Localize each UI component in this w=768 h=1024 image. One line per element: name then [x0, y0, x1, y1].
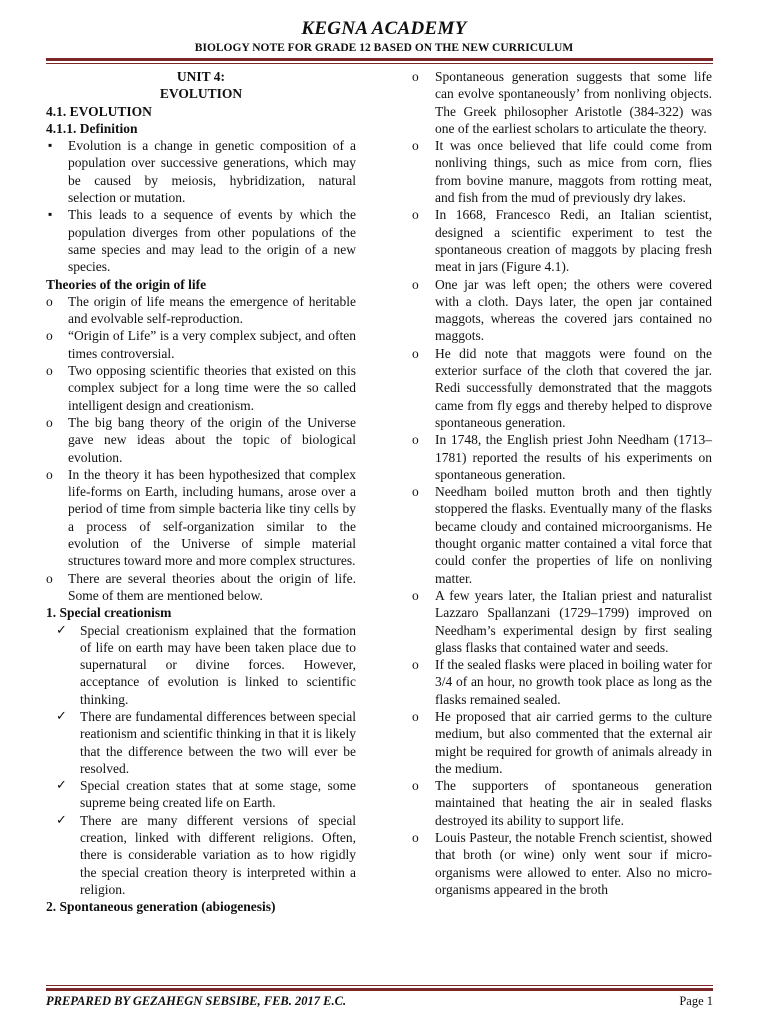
definition-list: [46, 137, 356, 275]
list-item: ▪ This leads to a sequence of events by which the population diverges from other populations of the same species and may lead to the origin of a new species.: [46, 206, 356, 275]
list-item: ▪ Evolution is a change in genetic composition of a population over successive generations, which may be caused by meiosis, hybridization, natural selection or mutation.: [46, 137, 356, 206]
theories-list: [46, 293, 356, 604]
list-item: o Spontaneous generation suggests that some life can evolve spontaneously’ from nonliving objects. The Greek philosopher Aristotle (384-322) was one of the earliest scholars to articulate the theory.: [412, 68, 712, 137]
left-column: [46, 68, 356, 916]
list-item: o In 1748, the English priest John Needham (1713–1781) reported the results of his experiments on spontaneous generation.: [412, 431, 712, 483]
subsection-heading: 4.1.1. Definition: [46, 120, 138, 136]
list-item: o If the sealed flasks were placed in boiling water for 3/4 of an hour, no growth took place as long as the flasks remained sealed.: [412, 656, 712, 708]
note-subtitle: BIOLOGY NOTE FOR GRADE 12 BASED ON THE NEW CURRICULUM: [194, 42, 574, 54]
list-item: o “Origin of Life” is a very complex subject, and often times controversial.: [46, 327, 356, 362]
list-item: ✓ Special creation states that at some stage, some supreme being created life on Earth.: [46, 777, 356, 812]
list-item: o A few years later, the Italian priest and naturalist Lazzaro Spallanzani (1729–1799) improved on Needham’s experimental design by first sealing glass flasks that contained water and seeds.: [412, 587, 712, 656]
unit-heading: UNIT 4:: [176, 69, 226, 84]
list-item: o He did note that maggots were found on the exterior surface of the cloth that covered the jar. Redi successfully demonstrated that the maggots came from fly eggs and thereby helped to disprove spontaneous generation.: [412, 345, 712, 431]
list-item: o The supporters of spontaneous generation maintained that heating the air in sealed flasks destroyed its ability to support life.: [412, 777, 712, 829]
footer-rule-thin: [46, 985, 713, 986]
theories-heading: Theories of the origin of life: [46, 276, 207, 292]
list-item: ✓ There are fundamental differences between special reationism and scientific thinking in that it is likely that the difference between the two will ever be resolved.: [46, 708, 356, 777]
special-creationism-heading: 1. Special creationism: [46, 605, 172, 621]
prepared-by-text: PREPARED BY GEZAHEGN SEBSIBE, FEB. 2017 E.C.: [46, 994, 347, 1008]
footer-rule-thick: [46, 988, 713, 991]
academy-title: KEGNA ACADEMY: [301, 18, 467, 39]
list-item: o It was once believed that life could come from nonliving things, such as mice from corn, flies from bovine manure, maggots from rotting meat, and fish from the mud of previously dry lakes.: [412, 137, 712, 206]
page-header: [0, 16, 768, 55]
section-heading: 4.1. EVOLUTION: [46, 103, 152, 119]
list-item: o One jar was left open; the others were covered with a cloth. Days later, the open jar contained maggots, whereas the covered jars contained no maggots.: [412, 276, 712, 345]
spontaneous-generation-heading: 2. Spontaneous generation (abiogenesis): [46, 899, 276, 915]
list-item: o The big bang theory of the origin of the Universe gave new ideas about the topic of biological evolution.: [46, 414, 356, 466]
special-creationism-list: [46, 622, 356, 899]
list-item: o Two opposing scientific theories that existed on this complex subject for a long time were the so called intelligent design and creationism.: [46, 362, 356, 414]
header-rule-thin: [46, 63, 713, 64]
list-item: o He proposed that air carried germs to the culture medium, but also commented that the external air might be required for growth of animals already in the medium.: [412, 708, 712, 777]
list-item: ✓ There are many different versions of special creation, linked with different religions. Often, there is considerable variation as to how rigidly the special creation theory is interpreted within a religion.: [46, 812, 356, 898]
spontaneous-generation-list: [412, 68, 712, 898]
list-item: o In the theory it has been hypothesized that complex life-forms on Earth, including humans, arose over a period of time from simple bacteria like tiny cells by a process of self-organization similar to the evolution of the Universe of simple material structures toward more and more complex structures.: [46, 466, 356, 570]
header-rule-thick: [46, 58, 713, 61]
list-item: ✓ Special creationism explained that the formation of life on earth may have been taken place due to supernatural or divine forces. However, acceptance of evolution is linked to scientific thinking.: [46, 622, 356, 708]
list-item: o In 1668, Francesco Redi, an Italian scientist, designed a scientific experiment to test the spontaneous creation of maggots by placing fresh meat in jars (Figure 4.1).: [412, 206, 712, 275]
page-number: Page 1: [679, 994, 713, 1008]
list-item: o The origin of life means the emergence of heritable and evolvable self-reproduction.: [46, 293, 356, 328]
list-item: o Louis Pasteur, the notable French scientist, showed that broth (or wine) only went sour if micro-organisms were allowed to enter. Also no micro-organisms appeared in the broth: [412, 829, 712, 898]
list-item: o There are several theories about the origin of life. Some of them are mentioned below.: [46, 570, 356, 605]
right-column: [412, 68, 712, 898]
unit-name: EVOLUTION: [159, 86, 243, 102]
list-item: o Needham boiled mutton broth and then tightly stoppered the flasks. Eventually many of the flasks became cloudy and contained microorganisms. He thought organic matter contained a vital force that could confer the properties of life on nonliving matter.: [412, 483, 712, 587]
